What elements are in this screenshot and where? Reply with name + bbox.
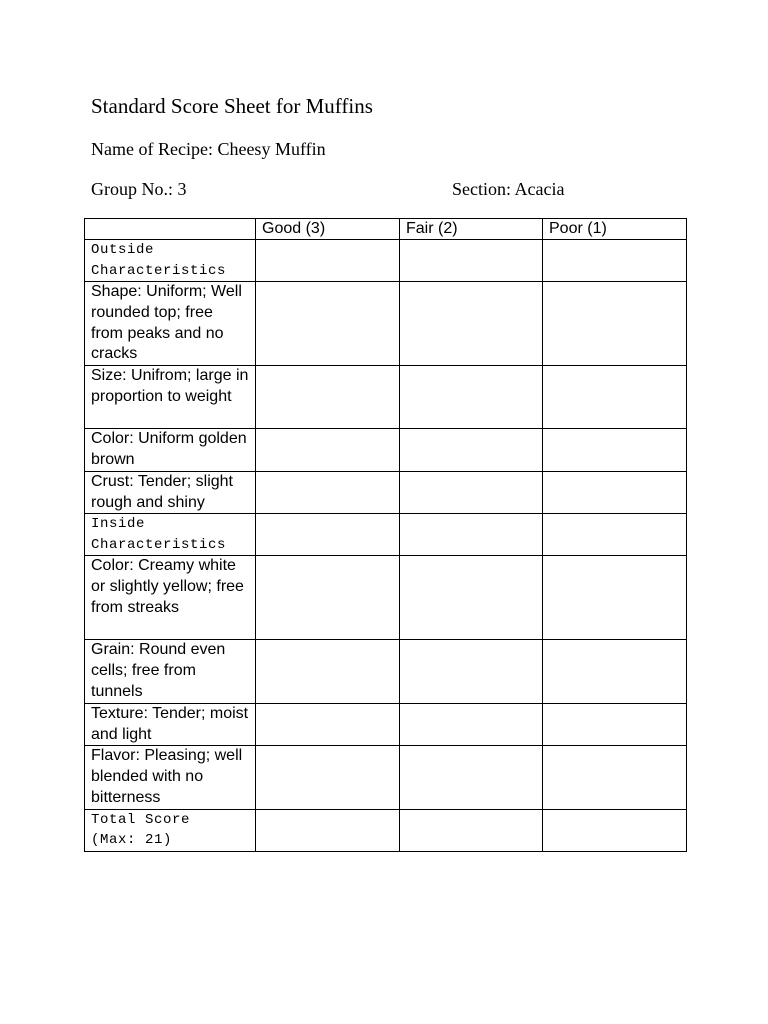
fair-score-cell[interactable] xyxy=(400,809,543,851)
table-row xyxy=(85,556,687,640)
fair-score-cell[interactable] xyxy=(400,514,543,556)
criterion-cell: Color: Creamy white or slightly yellow; free from streaks xyxy=(85,556,256,640)
criterion-cell: Texture: Tender; moist and light xyxy=(85,703,256,746)
fair-score-cell[interactable] xyxy=(400,746,543,809)
criterion-cell: Size: Unifrom; large in proportion to weight xyxy=(85,366,256,429)
good-score-cell[interactable] xyxy=(256,282,400,366)
group-number: Group No.: 3 xyxy=(91,179,187,199)
table-body xyxy=(85,240,687,852)
table-row xyxy=(85,746,687,809)
criterion-cell: Flavor: Pleasing; well blended with no bitterness xyxy=(85,746,256,809)
good-score-cell[interactable] xyxy=(256,703,400,746)
good-column-header: Good (3) xyxy=(256,219,400,240)
criteria-column-header xyxy=(85,219,256,240)
good-score-cell[interactable] xyxy=(256,514,400,556)
section-heading-row xyxy=(85,809,687,851)
fair-score-cell[interactable] xyxy=(400,282,543,366)
fair-score-cell[interactable] xyxy=(400,556,543,640)
score-table xyxy=(84,218,687,852)
table-row xyxy=(85,703,687,746)
fair-score-cell[interactable] xyxy=(400,471,543,514)
poor-score-cell[interactable] xyxy=(543,703,687,746)
section-heading-cell: Outside Characteristics xyxy=(85,240,256,282)
good-score-cell[interactable] xyxy=(256,640,400,703)
criterion-cell: Shape: Uniform; Well rounded top; free from peaks and no cracks xyxy=(85,282,256,366)
page-title: Standard Score Sheet for Muffins xyxy=(91,94,373,118)
poor-score-cell[interactable] xyxy=(543,429,687,472)
poor-score-cell[interactable] xyxy=(543,282,687,366)
good-score-cell[interactable] xyxy=(256,746,400,809)
fair-score-cell[interactable] xyxy=(400,640,543,703)
table-row xyxy=(85,471,687,514)
good-score-cell[interactable] xyxy=(256,809,400,851)
criterion-cell: Grain: Round even cells; free from tunnels xyxy=(85,640,256,703)
section-heading-cell: Inside Characteristics xyxy=(85,514,256,556)
poor-score-cell[interactable] xyxy=(543,746,687,809)
table-row xyxy=(85,282,687,366)
fair-column-header: Fair (2) xyxy=(400,219,543,240)
fair-score-cell[interactable] xyxy=(400,240,543,282)
fair-score-cell[interactable] xyxy=(400,703,543,746)
good-score-cell[interactable] xyxy=(256,471,400,514)
poor-column-header: Poor (1) xyxy=(543,219,687,240)
criterion-cell: Color: Uniform golden brown xyxy=(85,429,256,472)
fair-score-cell[interactable] xyxy=(400,366,543,429)
poor-score-cell[interactable] xyxy=(543,240,687,282)
table-row xyxy=(85,429,687,472)
section-heading-row xyxy=(85,514,687,556)
section-name: Section: Acacia xyxy=(452,179,565,199)
fair-score-cell[interactable] xyxy=(400,429,543,472)
poor-score-cell[interactable] xyxy=(543,366,687,429)
section-heading-cell: Total Score (Max: 21) xyxy=(85,809,256,851)
poor-score-cell[interactable] xyxy=(543,809,687,851)
poor-score-cell[interactable] xyxy=(543,514,687,556)
table-header-row xyxy=(85,219,687,240)
criterion-cell: Crust: Tender; slight rough and shiny xyxy=(85,471,256,514)
poor-score-cell[interactable] xyxy=(543,640,687,703)
good-score-cell[interactable] xyxy=(256,429,400,472)
poor-score-cell[interactable] xyxy=(543,556,687,640)
table-row xyxy=(85,366,687,429)
good-score-cell[interactable] xyxy=(256,556,400,640)
recipe-name: Name of Recipe: Cheesy Muffin xyxy=(91,139,326,159)
table-row xyxy=(85,640,687,703)
good-score-cell[interactable] xyxy=(256,240,400,282)
good-score-cell[interactable] xyxy=(256,366,400,429)
section-heading-row xyxy=(85,240,687,282)
poor-score-cell[interactable] xyxy=(543,471,687,514)
